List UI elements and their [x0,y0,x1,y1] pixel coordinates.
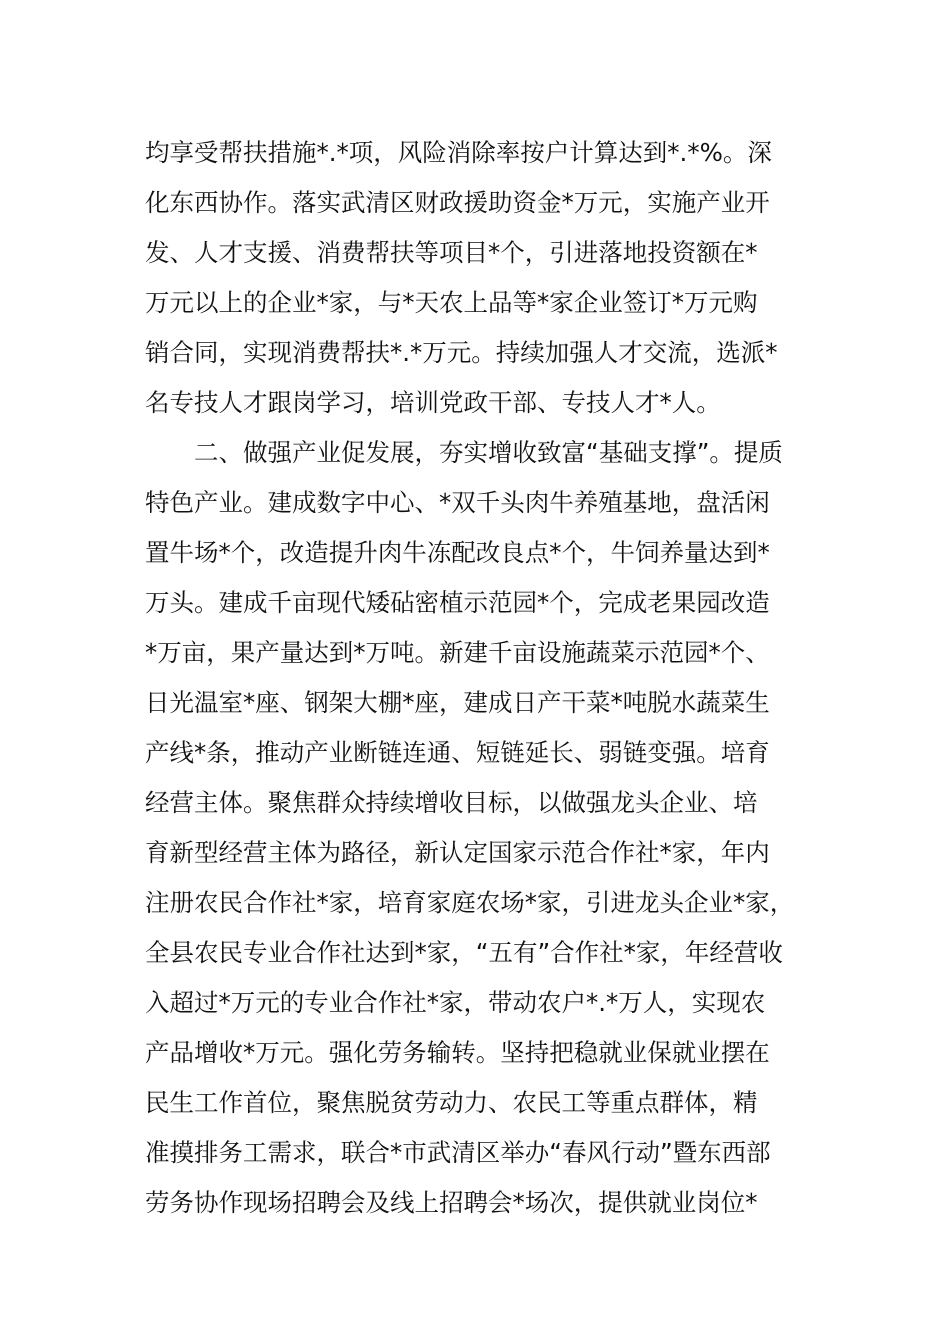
text-line: 化东西协作。落实武清区财政援助资金*万元，实施产业开 [145,188,770,217]
body-text [145,128,845,1228]
text-line: 全县农民专业合作社达到*家，“五有”合作社*家，年经营收 [145,938,783,967]
text-line: 劳务协作现场招聘会及线上招聘会*场次，提供就业岗位* [145,1188,758,1217]
text-line: 万元以上的企业*家，与*天农上品等*家企业签订*万元购 [145,288,758,317]
text-line: *万亩，果产量达到*万吨。新建千亩设施蔬菜示范园*个、 [145,638,770,667]
text-line: 置牛场*个，改造提升肉牛冻配改良点*个，牛饲养量达到* [145,538,770,567]
text-line: 发、人才支援、消费帮扶等项目*个，引进落地投资额在* [145,238,758,267]
text-line: 注册农民合作社*家，培育家庭农场*家，引进龙头企业*家， [145,888,795,917]
text-line: 经营主体。聚焦群众持续增收目标，以做强龙头企业、培 [145,788,758,817]
text-line: 名专技人才跟岗学习，培训党政干部、专技人才*人。 [145,388,721,417]
text-line: 特色产业。建成数字中心、*双千头肉牛养殖基地，盘活闲 [145,488,770,517]
text-line: 万头。建成千亩现代矮砧密植示范园*个，完成老果园改造 [145,588,770,617]
text-line: 产线*条，推动产业断链连通、短链延长、弱链变强。培育 [145,738,770,767]
text-line: 育新型经营主体为路径，新认定国家示范合作社*家，年内 [145,838,770,867]
section-heading-line: 二、做强产业促发展，夯实增收致富“基础支撑”。提质 [194,438,783,467]
text-line: 产品增收*万元。强化劳务输转。坚持把稳就业保就业摆在 [145,1038,770,1067]
text-line: 准摸排务工需求，联合*市武清区举办“春风行动”暨东西部 [145,1138,771,1167]
text-line: 均享受帮扶措施*.*项，风险消除率按户计算达到*.*%。深 [145,138,772,167]
text-line: 销合同，实现消费帮扶*.*万元。持续加强人才交流，选派* [145,338,778,367]
text-line: 日光温室*座、钢架大棚*座，建成日产干菜*吨脱水蔬菜生 [145,688,770,717]
text-line: 入超过*万元的专业合作社*家，带动农户*.*万人，实现农 [145,988,766,1017]
text-line: 民生工作首位，聚焦脱贫劳动力、农民工等重点群体，精 [145,1088,758,1117]
